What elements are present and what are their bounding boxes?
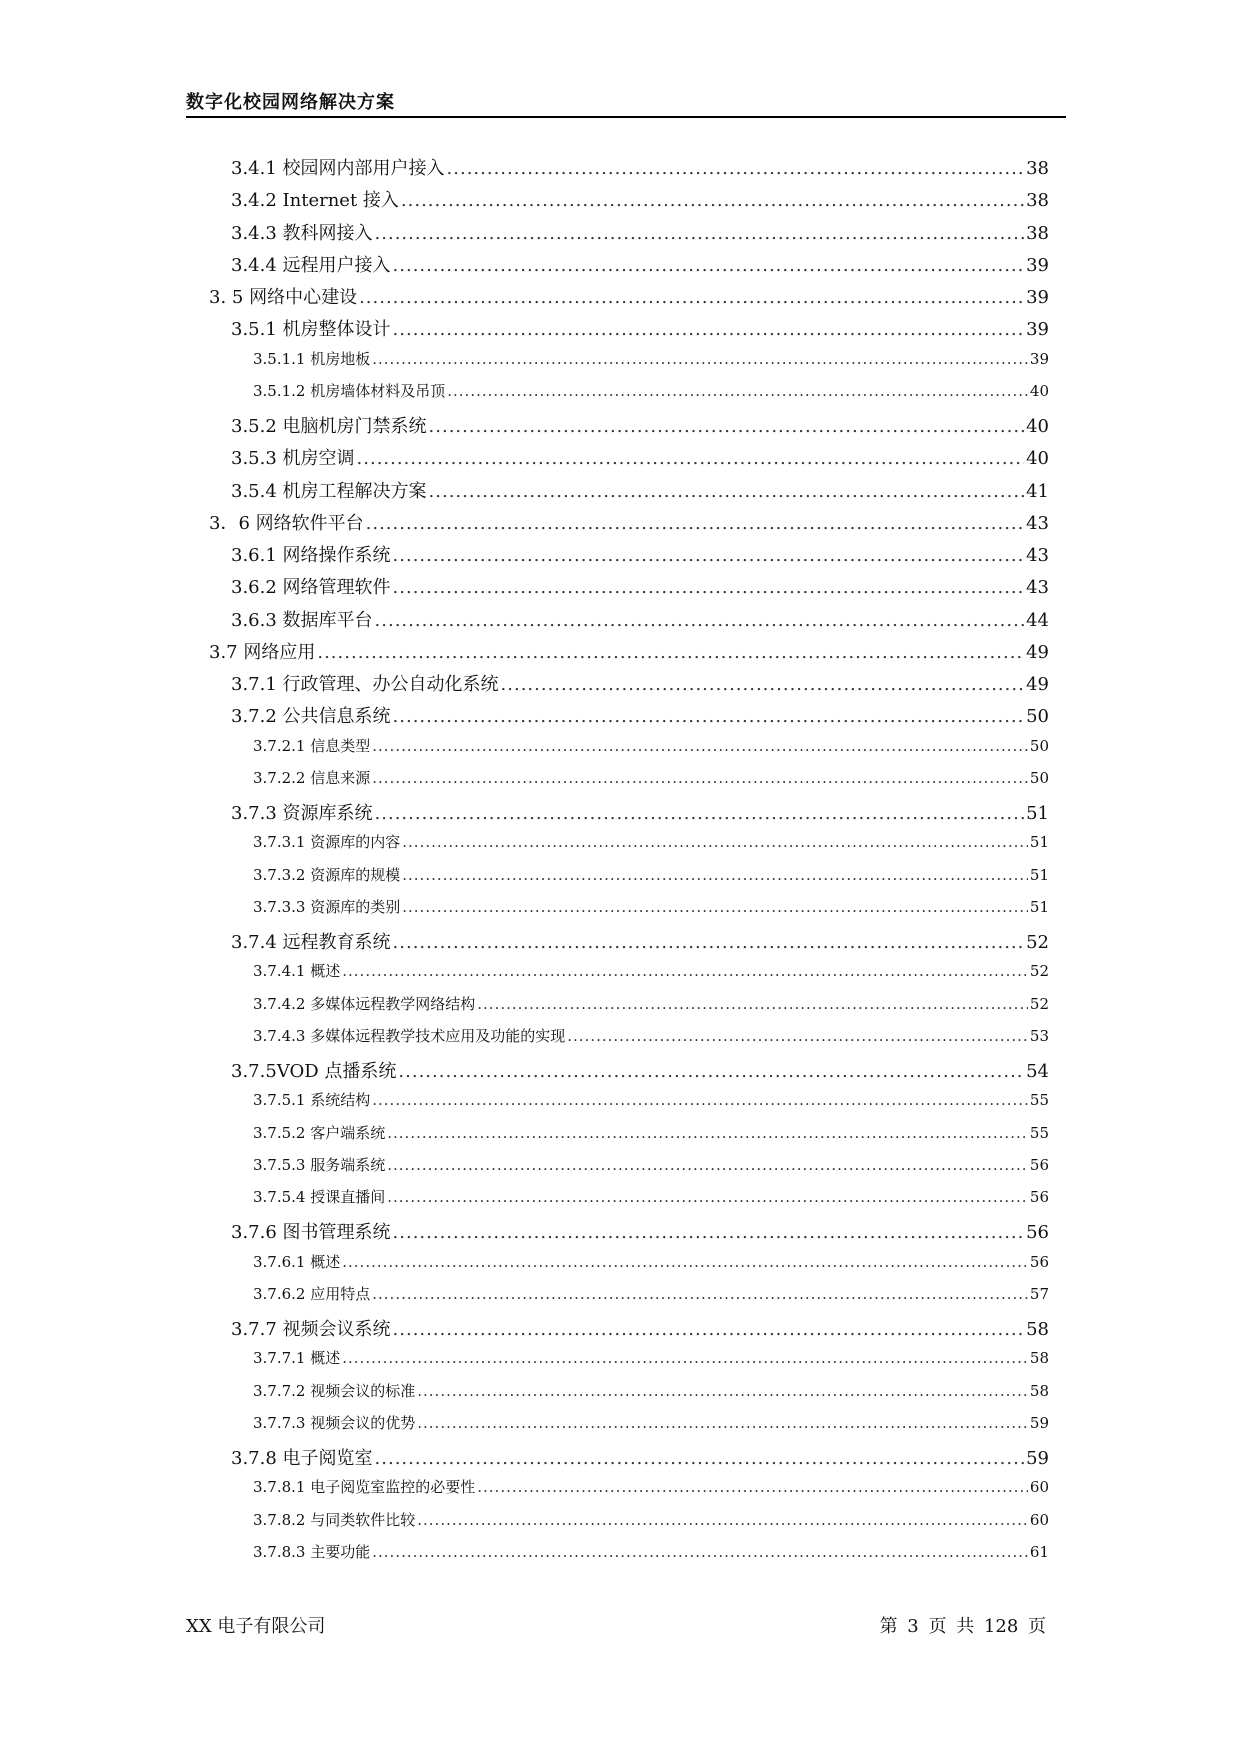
toc-entry-page-number: 57 [1029,1285,1049,1303]
toc-entry-title: 3.7.5.1 系统结构 [253,1091,371,1109]
toc-entry[interactable] [253,1025,1049,1046]
toc-dot-leader [417,1414,1028,1432]
toc-entry-page-number: 39 [1029,350,1049,368]
toc-entry-title: 3.7.7 视频会议系统 [231,1319,391,1340]
toc-entry[interactable] [231,154,1049,180]
toc-entry-page-number: 53 [1029,1027,1049,1045]
toc-entry[interactable] [253,1541,1049,1562]
toc-entry-title: 3.5.4 机房工程解决方案 [231,481,427,502]
toc-entry[interactable] [253,1283,1049,1304]
document-title: 数字化校园网络解决方案 [186,92,395,113]
toc-dot-leader [402,866,1028,884]
toc-entry[interactable] [231,799,1049,825]
toc-entry[interactable] [231,541,1049,567]
toc-entry-title: 3.5.1 机房整体设计 [231,319,391,340]
toc-entry-title: 3.4.2 Internet 接入 [231,190,399,211]
toc-entry-title: 3.4.1 校园网内部用户接入 [231,158,445,179]
toc-entry-title: 3.7.5VOD 点播系统 [231,1061,397,1082]
toc-entry[interactable] [253,1476,1049,1497]
toc-entry[interactable] [231,219,1049,245]
toc-entry-page-number: 50 [1029,737,1049,755]
toc-entry-title: 3.7.3.2 资源库的规模 [253,866,401,884]
footer-page-number: 第 3 页 共 128 页 [879,1616,1046,1637]
toc-dot-leader [357,448,1025,469]
toc-entry-title: 3.7 网络应用 [209,642,316,663]
toc-entry-page-number: 43 [1026,513,1049,534]
toc-entry-page-number: 52 [1029,995,1049,1013]
toc-entry-page-number: 60 [1029,1511,1049,1529]
toc-dot-leader [372,1543,1028,1561]
toc-entry-page-number: 38 [1026,190,1049,211]
toc-dot-leader [387,1188,1028,1206]
toc-entry[interactable] [253,767,1049,788]
toc-entry-page-number: 60 [1029,1478,1049,1496]
toc-dot-leader [393,932,1025,953]
toc-entry-page-number: 39 [1026,319,1049,340]
toc-dot-leader [387,1124,1028,1142]
page-footer [186,1612,1046,1642]
toc-entry[interactable] [253,1251,1049,1272]
toc-entry[interactable] [231,412,1049,438]
toc-entry-page-number: 55 [1029,1124,1049,1142]
toc-dot-leader [375,803,1025,824]
toc-entry-page-number: 56 [1029,1253,1049,1271]
toc-entry[interactable] [231,1444,1049,1470]
toc-entry[interactable] [253,1154,1049,1175]
toc-entry-page-number: 43 [1026,577,1049,598]
toc-entry[interactable] [231,1315,1049,1341]
toc-entry[interactable] [253,896,1049,917]
toc-entry-page-number: 49 [1026,642,1049,663]
toc-entry-page-number: 50 [1029,769,1049,787]
toc-dot-leader [393,255,1025,276]
toc-dot-leader [393,1319,1025,1340]
toc-dot-leader [387,1156,1028,1174]
toc-entry-title: 3.7.5.3 服务端系统 [253,1156,386,1174]
toc-entry-title: 3.5.3 机房空调 [231,448,355,469]
toc-entry-title: 3.7.8.3 主要功能 [253,1543,371,1561]
toc-entry[interactable] [231,670,1049,696]
toc-entry-title: 3.6.2 网络管理软件 [231,577,391,598]
toc-dot-leader [342,962,1028,980]
toc-entry-page-number: 52 [1029,962,1049,980]
toc-entry[interactable] [253,993,1049,1014]
toc-dot-leader [417,1511,1028,1529]
toc-entry[interactable] [253,1380,1049,1401]
toc-entry[interactable] [253,1347,1049,1368]
toc-dot-leader [372,769,1028,787]
toc-entry[interactable] [209,638,1049,664]
toc-entry[interactable] [231,444,1049,470]
toc-dot-leader [375,610,1025,631]
toc-dot-leader [393,319,1025,340]
toc-entry[interactable] [231,315,1049,341]
toc-entry-page-number: 38 [1026,223,1049,244]
toc-entry-title: 3.7.3 资源库系统 [231,803,373,824]
toc-entry-title: 3.5.2 电脑机房门禁系统 [231,416,427,437]
footer-company: XX 电子有限公司 [186,1616,326,1637]
toc-entry-page-number: 58 [1029,1382,1049,1400]
toc-dot-leader [342,1253,1028,1271]
toc-dot-leader [393,706,1025,727]
toc-entry-title: 3.7.8.1 电子阅览室监控的必要性 [253,1478,476,1496]
toc-entry-page-number: 40 [1026,448,1049,469]
toc-entry-page-number: 40 [1029,382,1049,400]
toc-entry-title: 3.7.4.2 多媒体远程教学网络结构 [253,995,476,1013]
toc-dot-leader [447,382,1028,400]
toc-entry-title: 3.7.3.1 资源库的内容 [253,833,401,851]
toc-entry[interactable] [231,251,1049,277]
toc-dot-leader [477,995,1028,1013]
toc-entry-title: 3.7.5.4 授课直播间 [253,1188,386,1206]
toc-entry-page-number: 51 [1029,866,1049,884]
toc-dot-leader [501,674,1025,695]
toc-entry-title: 3.7.7.1 概述 [253,1349,341,1367]
toc-entry[interactable] [253,1509,1049,1530]
toc-entry-page-number: 56 [1029,1188,1049,1206]
toc-entry-title: 3.6.1 网络操作系统 [231,545,391,566]
toc-entry[interactable] [253,1186,1049,1207]
toc-entry-page-number: 54 [1026,1061,1049,1082]
toc-entry[interactable] [253,831,1049,852]
toc-entry-title: 3.7.2 公共信息系统 [231,706,391,727]
toc-entry-title: 3.7.2.2 信息来源 [253,769,371,787]
toc-entry-page-number: 52 [1026,932,1049,953]
toc-dot-leader [429,416,1025,437]
toc-entry[interactable] [209,283,1049,309]
toc-dot-leader [317,642,1024,663]
toc-entry[interactable] [231,702,1049,728]
toc-dot-leader [372,1091,1028,1109]
toc-entry-page-number: 61 [1029,1543,1049,1561]
toc-entry-title: 3.7.8 电子阅览室 [231,1448,373,1469]
toc-dot-leader [393,577,1025,598]
toc-entry-page-number: 40 [1026,416,1049,437]
toc-entry-page-number: 58 [1026,1319,1049,1340]
toc-dot-leader [366,513,1024,534]
toc-entry-page-number: 39 [1026,287,1049,308]
toc-entry-title: 3.7.5.2 客户端系统 [253,1124,386,1142]
toc-entry[interactable] [231,186,1049,212]
toc-entry-title: 3.7.2.1 信息类型 [253,737,371,755]
toc-dot-leader [402,898,1028,916]
toc-entry-page-number: 41 [1026,481,1049,502]
toc-dot-leader [393,1222,1025,1243]
toc-entry-title: 3.4.4 远程用户接入 [231,255,391,276]
toc-entry[interactable] [253,864,1049,885]
toc-entry-title: 3.7.7.3 视频会议的优势 [253,1414,416,1432]
toc-entry-title: 3.7.6.2 应用特点 [253,1285,371,1303]
toc-entry-title: 3.5.1.1 机房地板 [253,350,371,368]
toc-entry-page-number: 44 [1026,610,1049,631]
toc-entry[interactable] [231,477,1049,503]
toc-entry-title: 3.4.3 教科网接入 [231,223,373,244]
toc-entry-title: 3.7.4 远程教育系统 [231,932,391,953]
toc-entry-title: 3．6 网络软件平台 [209,513,364,534]
toc-dot-leader [402,833,1028,851]
toc-entry-page-number: 59 [1026,1448,1049,1469]
toc-dot-leader [372,350,1028,368]
toc-dot-leader [398,1061,1024,1082]
toc-entry-page-number: 55 [1029,1091,1049,1109]
toc-dot-leader [375,223,1025,244]
page-header [186,86,1066,118]
toc-entry-page-number: 49 [1026,674,1049,695]
toc-dot-leader [372,1285,1028,1303]
toc-entry[interactable] [231,928,1049,954]
toc-dot-leader [342,1349,1028,1367]
toc-entry-page-number: 51 [1026,803,1049,824]
toc-dot-leader [401,190,1024,211]
toc-dot-leader [359,287,1024,308]
toc-entry[interactable] [231,1218,1049,1244]
toc-entry[interactable] [253,348,1049,369]
toc-entry[interactable] [253,380,1049,401]
toc-entry-title: 3.7.4.1 概述 [253,962,341,980]
toc-entry[interactable] [253,1122,1049,1143]
toc-entry[interactable] [231,1057,1049,1083]
toc-entry[interactable] [253,960,1049,981]
toc-dot-leader [417,1382,1028,1400]
toc-dot-leader [429,481,1025,502]
toc-entry-title: 3.7.8.2 与同类软件比较 [253,1511,416,1529]
toc-entry-title: 3.5.1.2 机房墙体材料及吊顶 [253,382,446,400]
toc-entry-title: 3. 5 网络中心建设 [209,287,358,308]
toc-entry[interactable] [253,735,1049,756]
toc-entry-page-number: 38 [1026,158,1049,179]
toc-entry[interactable] [209,509,1049,535]
toc-entry[interactable] [231,573,1049,599]
toc-entry-title: 3.7.6.1 概述 [253,1253,341,1271]
toc-entry-title: 3.7.6 图书管理系统 [231,1222,391,1243]
toc-entry-title: 3.6.3 数据库平台 [231,610,373,631]
toc-entry-page-number: 50 [1026,706,1049,727]
toc-entry-title: 3.7.7.2 视频会议的标准 [253,1382,416,1400]
toc-entry-page-number: 56 [1026,1222,1049,1243]
toc-entry-page-number: 56 [1029,1156,1049,1174]
toc-entry-title: 3.7.3.3 资源库的类别 [253,898,401,916]
toc-entry-title: 3.7.4.3 多媒体远程教学技术应用及功能的实现 [253,1027,566,1045]
toc-entry-page-number: 58 [1029,1349,1049,1367]
toc-dot-leader [447,158,1025,179]
toc-dot-leader [477,1478,1028,1496]
toc-entry-title: 3.7.1 行政管理、办公自动化系统 [231,674,499,695]
toc-dot-leader [567,1027,1028,1045]
toc-entry-page-number: 51 [1029,898,1049,916]
toc-entry[interactable] [253,1412,1049,1433]
toc-entry-page-number: 51 [1029,833,1049,851]
toc-dot-leader [372,737,1028,755]
toc-entry-page-number: 43 [1026,545,1049,566]
toc-entry-page-number: 39 [1026,255,1049,276]
toc-dot-leader [393,545,1025,566]
toc-dot-leader [375,1448,1025,1469]
toc-entry[interactable] [231,606,1049,632]
toc-entry-page-number: 59 [1029,1414,1049,1432]
toc-entry[interactable] [253,1089,1049,1110]
